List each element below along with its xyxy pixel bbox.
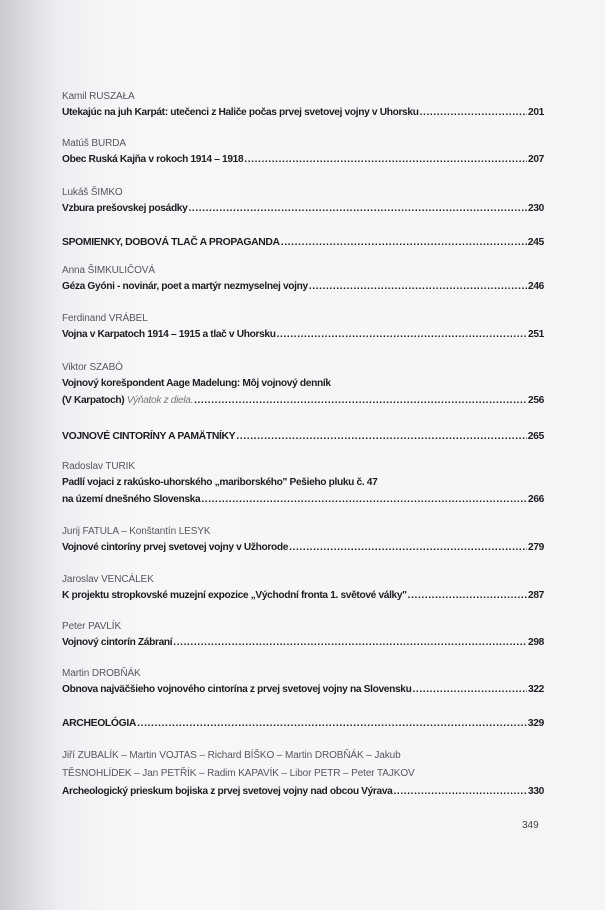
entry-page: 230	[528, 203, 544, 214]
toc-entry	[62, 137, 544, 168]
toc-section	[62, 428, 544, 445]
dot-leader	[277, 326, 527, 343]
entry-title-row	[62, 491, 544, 508]
entry-title: K projektu stropkovské muzejní expozice „Východní fronta 1. světové války"	[62, 590, 407, 601]
entry-title-line1: Padlí vojaci z rakúsko-uhorského „mariborského" Pešieho pluku č. 47	[62, 477, 378, 488]
entry-title: na území dnešného Slovenska	[62, 494, 201, 505]
dot-leader	[188, 200, 527, 217]
dot-leader	[201, 491, 527, 508]
entry-page: 246	[528, 281, 544, 292]
entry-title-text: (V Karpatoch)	[62, 395, 125, 406]
entry-title: Vojna v Karpatoch 1914 – 1915 a tlač v Uhorsku	[62, 329, 276, 340]
entry-title-row	[62, 200, 544, 217]
entry-title-row	[62, 151, 544, 168]
entry-author-line2: TĚSNOHLÍDEK – Jan PETŘÍK – Radim KAPAVÍK – Libor PETR – Peter TAJKOV	[62, 768, 415, 779]
dot-leader	[309, 278, 527, 295]
entry-title-row	[62, 681, 544, 698]
entry-page: 207	[528, 154, 544, 165]
entry-author: Jiří ZUBALÍK – Martin VOJTAS – Richard BÍŠKO – Martin DROBŇÁK – Jakub	[62, 750, 401, 761]
section-row	[62, 234, 544, 251]
entry-author: Viktor SZABÓ	[62, 362, 123, 373]
entry-title: Archeologický prieskum bojiska z prvej svetovej vojny nad obcou Výrava	[62, 786, 393, 797]
dot-leader	[412, 681, 527, 698]
toc-entry	[62, 90, 544, 121]
entry-author: Ferdinand VRÁBEL	[62, 313, 148, 324]
entry-page: 279	[528, 542, 544, 553]
entry-title: Utekajúc na juh Karpát: utečenci z Haliče počas prvej svetovej vojny v Uhorsku	[62, 107, 419, 118]
entry-title: Géza Gyóni - novinár, poet a martýr nezmyselnej vojny	[62, 281, 308, 292]
section-title: ARCHEOLÓGIA	[62, 718, 137, 729]
dot-leader	[394, 783, 528, 800]
toc-entry	[62, 312, 544, 343]
dot-leader	[194, 392, 527, 409]
toc-entry	[62, 620, 544, 651]
section-row	[62, 715, 544, 732]
entry-author: Jaroslav VENCÁLEK	[62, 574, 154, 585]
section-page: 245	[527, 237, 544, 248]
dot-leader	[408, 587, 527, 604]
section-row	[62, 428, 544, 445]
entry-title: Vzbura prešovskej posádky	[62, 203, 188, 214]
entry-title-line1: Vojnový korešpondent Aage Madelung: Môj vojnový denník	[62, 378, 331, 389]
section-title: SPOMIENKY, DOBOVÁ TLAČ A PROPAGANDA	[62, 237, 280, 248]
entry-author: Kamil RUSZAŁA	[62, 91, 135, 102]
toc-entry	[62, 667, 544, 698]
entry-title-row	[62, 634, 544, 651]
entry-page: 251	[528, 329, 544, 340]
entry-title-row	[62, 783, 544, 800]
dot-leader	[173, 634, 527, 651]
section-page: 329	[527, 718, 544, 729]
entry-page: 287	[528, 590, 544, 601]
entry-title-row	[62, 278, 544, 295]
entry-author: Radoslav TURIK	[62, 461, 135, 472]
entry-page: 266	[528, 494, 544, 505]
dot-leader	[281, 234, 527, 251]
entry-title-row	[62, 539, 544, 556]
dot-leader	[137, 715, 527, 732]
entry-title-row	[62, 326, 544, 343]
section-title: VOJNOVÉ CINTORÍNY A PAMÄTNÍKY	[62, 431, 236, 442]
toc-entry	[62, 747, 544, 800]
entry-title-row	[62, 587, 544, 604]
entry-author: Martin DROBŇÁK	[62, 668, 141, 679]
toc-entry	[62, 460, 544, 508]
toc-entry	[62, 525, 544, 556]
page-number: 349	[522, 820, 539, 831]
entry-author: Lukáš ŠIMKO	[62, 187, 123, 198]
entry-title	[62, 392, 193, 409]
entry-title-row	[62, 104, 544, 121]
toc-entry	[62, 361, 544, 409]
entry-title-row	[62, 392, 544, 409]
entry-page: 256	[528, 395, 544, 406]
dot-leader	[236, 428, 526, 445]
dot-leader	[289, 539, 527, 556]
entry-page: 298	[528, 637, 544, 648]
toc-section	[62, 715, 544, 732]
entry-author: Jurij FATULA – Konštantín LESYK	[62, 526, 211, 537]
dot-leader	[244, 151, 527, 168]
entry-title: Vojnový cintorín Zábraní	[62, 637, 173, 648]
entry-title-italic: Výňatok z diela.	[126, 395, 194, 406]
toc-section	[62, 234, 544, 251]
toc-entry	[62, 186, 544, 217]
entry-title: Obnova najväčšieho vojnového cintorína z prvej svetovej vojny na Slovensku	[62, 684, 412, 695]
dot-leader	[420, 104, 527, 121]
entry-page: 201	[528, 107, 544, 118]
entry-title: Vojnové cintoríny prvej svetovej vojny v Užhorode	[62, 542, 289, 553]
entry-author: Peter PAVLÍK	[62, 621, 122, 632]
entry-author: Matúš BURDA	[62, 138, 126, 149]
section-page: 265	[527, 431, 544, 442]
entry-page: 322	[528, 684, 544, 695]
toc-entry	[62, 264, 544, 295]
toc-entry	[62, 573, 544, 604]
entry-author: Anna ŠIMKULIČOVÁ	[62, 265, 155, 276]
entry-title: Obec Ruská Kajňa v rokoch 1914 – 1918	[62, 154, 244, 165]
entry-page: 330	[528, 786, 544, 797]
